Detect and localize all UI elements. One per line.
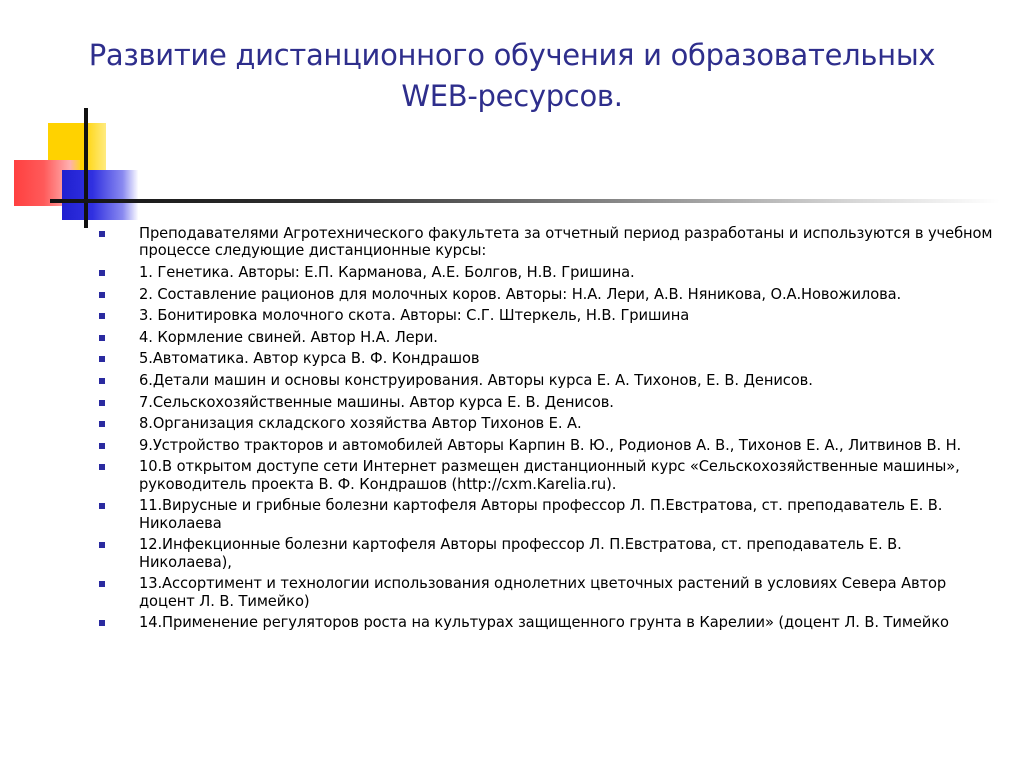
square-bullet-icon	[99, 270, 105, 276]
square-bullet-icon	[99, 620, 105, 626]
list-item-text: 13.Ассортимент и технологии использования однолетних цветочных растений в условиях Севера Автор доцент Л. В. Тимейко)	[139, 575, 947, 610]
square-bullet-icon	[99, 313, 105, 319]
square-bullet-icon	[99, 542, 105, 548]
square-bullet-icon	[99, 581, 105, 587]
list-item	[98, 394, 998, 411]
list-item	[98, 614, 998, 631]
horizontal-divider-line	[50, 199, 1000, 203]
square-bullet-icon	[99, 464, 105, 470]
square-bullet-icon	[99, 443, 105, 449]
list-item	[98, 264, 998, 281]
list-item	[98, 536, 998, 571]
list-item-text: Преподавателями Агротехнического факультета за отчетный период разработаны и используются в учебном процессе следующие дистанционные курсы:	[139, 225, 993, 260]
square-bullet-icon	[99, 292, 105, 298]
list-item	[98, 372, 998, 389]
square-bullet-icon	[99, 400, 105, 406]
list-item-text: 11.Вирусные и грибные болезни картофеля Авторы профессор Л. П.Евстратова, ст. преподаватель Е. В. Николаева	[139, 497, 943, 532]
list-item-text: 2. Составление рационов для молочных коров. Авторы: Н.А. Лери, А.В. Няникова, О.А.Новожилова.	[139, 285, 902, 303]
slide-title	[40, 35, 984, 117]
list-item-text: 6.Детали машин и основы конструирования. Авторы курса Е. А. Тихонов, Е. В. Денисов.	[139, 371, 813, 389]
square-bullet-icon	[99, 378, 105, 384]
square-bullet-icon	[99, 356, 105, 362]
list-item	[98, 497, 998, 532]
list-item-text: 1. Генетика. Авторы: Е.П. Карманова, А.Е. Болгов, Н.В. Гришина.	[139, 264, 635, 281]
list-item-text: 3. Бонитировка молочного скота. Авторы: С.Г. Штеркель, Н.В. Гришина	[139, 307, 690, 325]
list-item	[98, 575, 998, 610]
list-item	[98, 350, 998, 367]
slide-title-line-2: WEB-ресурсов.	[401, 79, 623, 113]
course-list	[98, 225, 998, 636]
yellow-square-decoration	[48, 123, 106, 183]
vertical-line-decoration	[84, 108, 88, 228]
square-bullet-icon	[99, 503, 105, 509]
list-item-text: 10.В открытом доступе сети Интернет размещен дистанционный курс «Сельскохозяйственные машины», руководитель проекта В. Ф. Кондрашов (http://cxm.Karelia.ru).	[139, 458, 960, 493]
list-item-text: 7.Сельскохозяйственные машины. Автор курса Е. В. Денисов.	[139, 393, 614, 411]
list-item-text: 8.Организация складского хозяйства Автор Тихонов Е. А.	[139, 415, 582, 433]
list-item	[98, 458, 998, 493]
list-item	[98, 225, 998, 260]
list-item	[98, 437, 998, 454]
list-item-text: 4. Кормление свиней. Автор Н.А. Лери.	[139, 328, 438, 346]
list-item-text: 5.Автоматика. Автор курса В. Ф. Кондрашов	[139, 350, 480, 368]
square-bullet-icon	[99, 421, 105, 427]
slide-title-line-1: Развитие дистанционного обучения и образовательных	[88, 38, 936, 72]
list-item-text: 9.Устройство тракторов и автомобилей Авторы Карпин В. Ю., Родионов А. В., Тихонов Е. А., Литвинов В. Н.	[139, 436, 962, 454]
list-item	[98, 286, 998, 303]
list-item	[98, 415, 998, 432]
list-item-text: 12.Инфекционные болезни картофеля Авторы профессор Л. П.Евстратова, ст. преподаватель Е. В. Николаева),	[139, 536, 902, 571]
list-item	[98, 329, 998, 346]
square-bullet-icon	[99, 335, 105, 341]
list-item-text: 14.Применение регуляторов роста на культурах защищенного грунта в Карелии» (доцент Л. В. Тимейко	[139, 614, 949, 632]
square-bullet-icon	[99, 231, 105, 237]
blue-square-decoration	[62, 170, 138, 220]
red-square-decoration	[14, 160, 80, 206]
list-item	[98, 307, 998, 324]
